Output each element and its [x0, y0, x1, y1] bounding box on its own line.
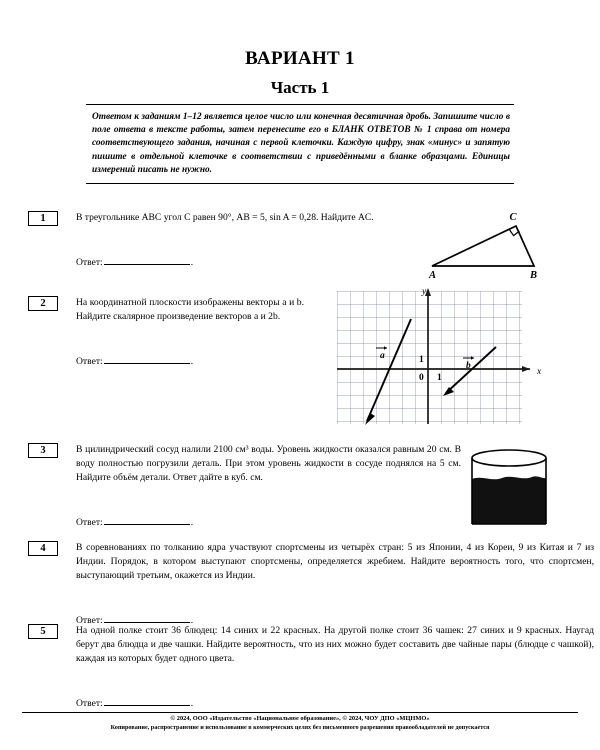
coordinate-grid-svg	[334, 288, 584, 428]
figure-cylinder-vessel	[466, 446, 558, 526]
part-title: Часть 1	[270, 78, 330, 97]
answer-blank-4[interactable]	[104, 613, 190, 623]
answer-blank-1[interactable]	[104, 255, 190, 265]
footer-copyright: © 2024, ООО «Издательство «Национальное образование», © 2024, ЧОУ ДПО «МЦНМО»	[170, 715, 430, 722]
answer-label-5: Ответ:	[76, 698, 103, 709]
answer-period-1: .	[190, 257, 194, 268]
y-axis-label: y	[422, 288, 427, 297]
vector-a-label: a	[380, 351, 385, 361]
x-axis-arrow	[522, 366, 530, 372]
task-number-box-2: 2	[28, 296, 58, 311]
footer-notice: Копирование, распространение и использование в коммерческих целях без письменного разрешения правообладателей не допускается	[110, 723, 490, 731]
answer-blank-2[interactable]	[104, 354, 190, 364]
task-text-4: В соревнованиях по толканию ядра участвуют спортсмены из четырёх стран: 5 из Японии, 4 из Кореи, 9 из Китая и 7 из Индии. Порядок, в котором выступают спортсмены, определяется жребием. Найдите вероятность того, что спортсмен, выступающий третьим, окажется из Индии.	[76, 542, 597, 582]
answer-label-2: Ответ:	[76, 356, 103, 367]
task-text-5: На одной полке стоит 36 блюдец: 14 синих и 22 красных. На другой полке стоит 36 чашек: 27 синих и 9 красных. Наугад берут два блюдца и две чашки. Найдите вероятность, что из них можно будет составить две чайные пары (блюдце с чашкой), каждая из которых будет одного цвета.	[76, 625, 597, 665]
instruction-text: Ответом к заданиям 1–12 является целое число или конечная десятичная дробь. Запишите число в поле ответа в тексте работы, затем перенесите его в БЛАНК ОТВЕТОВ № 1 справа от номера соответствующего задания, начиная с первой клеточки. Каждую цифру, знак «минус» и запятую пишите в отдельной клеточке в соответствии с приведёнными в бланке образцами. Единицы измерений писать не нужно.	[92, 112, 513, 175]
task-text-2: На координатной плоскости изображены векторы a и b. Найдите скалярное произведение векторов a и 2b.	[76, 297, 307, 323]
task-number-box-1: 1	[28, 211, 58, 226]
answer-label-3: Ответ:	[76, 517, 103, 528]
answer-period-2: .	[190, 356, 194, 367]
cylinder-top-rim	[472, 450, 546, 466]
task-text-3: В цилиндрический сосуд налили 2100 см³ воды. Уровень жидкости оказался равным 20 см. В воду полностью погрузили деталь. При этом уровень жидкости в сосуде поднялся на 5 см. Найдите объём детали. Ответ дайте в куб. см.	[76, 444, 464, 484]
y-tick-label: 1	[419, 355, 424, 365]
origin-label: 0	[419, 373, 424, 383]
grid-background	[337, 291, 522, 424]
task-text-1: В треугольнике ABC угол C равен 90°, AB = 5, sin A = 0,28. Найдите AC.	[76, 212, 374, 223]
answer-label-1: Ответ:	[76, 257, 103, 268]
answer-field-2[interactable]	[76, 354, 193, 367]
task-number-box-5: 5	[28, 624, 58, 639]
vertex-label-b: B	[530, 270, 538, 281]
answer-field-5[interactable]	[76, 696, 193, 709]
vector-b-label: b	[466, 361, 471, 371]
answer-label-4: Ответ:	[76, 615, 103, 626]
figure-right-triangle	[424, 202, 584, 282]
page-footer	[22, 712, 578, 732]
answer-blank-5[interactable]	[104, 696, 190, 706]
answer-period-3: .	[190, 517, 194, 528]
answer-field-3[interactable]	[76, 515, 193, 528]
instruction-box	[86, 104, 514, 184]
vertex-label-c: C	[509, 212, 517, 223]
answer-field-1[interactable]	[76, 255, 193, 268]
task-number-box-4: 4	[28, 541, 58, 556]
x-tick-label: 1	[437, 373, 442, 383]
figure-coordinate-grid	[334, 288, 584, 428]
task-number-box-3: 3	[28, 443, 58, 458]
cylinder-svg	[466, 446, 558, 526]
liquid-fill	[472, 476, 546, 524]
vertex-label-a: A	[429, 270, 437, 281]
x-axis-label: x	[537, 367, 542, 377]
answer-period-5: .	[190, 698, 194, 709]
right-triangle-svg	[424, 202, 584, 282]
answer-blank-3[interactable]	[104, 515, 190, 525]
page-title: ВАРИАНТ 1	[245, 48, 355, 69]
answer-period-4: .	[190, 615, 194, 626]
